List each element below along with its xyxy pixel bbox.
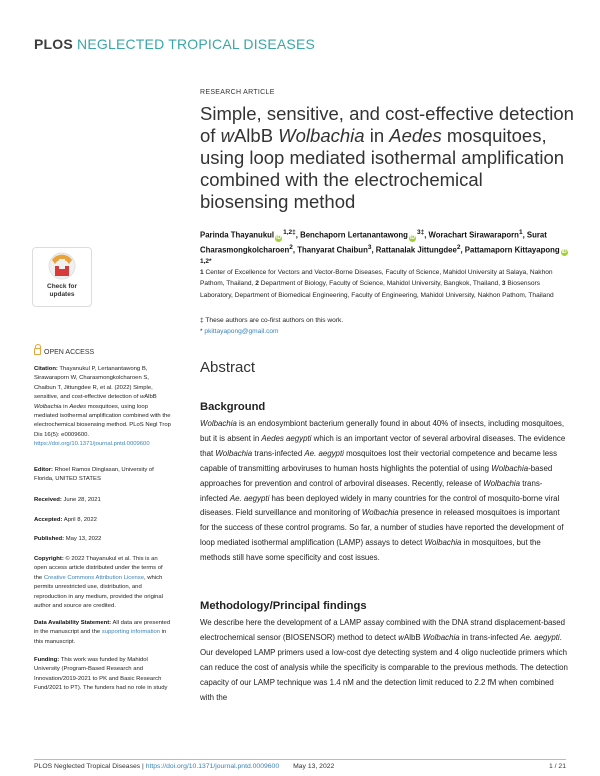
cofirst-note: ‡ These authors are co-first authors on this work. [200,317,344,324]
footer-date: May 13, 2022 [293,763,335,770]
citation-block: Citation: Thayanukul P, Lertanantawong B, Sirawaraporn W, Charasmongkolcharoen S, Chaibun T, Jittungdee R, et al. (2022) Simple, sensitive, and cost-effective detection of wAlbB Wolbachia in Aedes mosquitoes, using loop mediated isothermal amplification combined with the electrochemical biosensing method. PLoS Negl Trop Dis 16(5): e0009600. https://doi.org/10.1371/journal.pntd.0009600 [34,366,171,448]
orcid-icon[interactable]: iD [409,234,415,241]
citation-doi-link[interactable]: https://doi.org/10.1371/journal.pntd.0009600 [34,441,150,448]
journal-name: NEGLECTED TROPICAL DISEASES [77,36,316,52]
article-title: Simple, sensitive, and cost-effective detection of wAlbB Wolbachia in Aedes mosquitoes, using loop mediated isothermal amplification combined with the electrochemical biosensing method [200,103,574,212]
orcid-icon[interactable]: iD [561,249,567,256]
journal-header [34,36,315,52]
cc-license-link[interactable]: Creative Commons Attribution License [43,574,145,581]
editor-block: Editor: Rhoel Ramos Dinglasan, University of Florida, UNITED STATES [34,467,154,483]
abstract-heading: Abstract [200,359,256,376]
article-type: RESEARCH ARTICLE [200,89,275,96]
footer-doi-link[interactable]: https://doi.org/10.1371/journal.pntd.0009600 [145,763,280,770]
page-number: 1 / 21 [548,763,566,770]
check-for-updates-icon [33,250,91,284]
background-paragraph: Wolbachia is an endosymbiont bacterium generally found in about 40% of insects, including mosquitoes, but it is absent in Aedes aegypti which is an important vector of several arboviral diseases. The evidence that Wolbachia trans-infected Ae. aegypti mosquitoes lost their vectorial competence and became less capable of transmitting arboviruses to human hosts highlights the potential of using Wolbachia-based approaches for prevention and control of arboviral diseases. Recently, release of Wolbachia trans-infected Ae. aegypti has been deployed widely in many countries for the control of mosquito-borne viral diseases. Field surveillance and monitoring of Wolbachia presence in released mosquitoes is important for the success of these control programs. So far, a number of studies have reported the development of loop mediated isothermal amplification (LAMP) assays to detect Wolbachia in mosquitoes, but the methods still have some specificity and cost issues. [200,419,566,563]
published-date: Published: May 13, 2022 [34,536,102,542]
orcid-icon[interactable]: iD [276,234,282,241]
footer-divider [34,759,566,760]
check-for-updates-label: Check for updates [47,283,77,298]
author-list: Parinda Thayanukul iD $^{1,2\ddagger}$, Benchaporn Lertanantawong iD $^{3\ddagger}$, Worachart Sirawaraporn$^1$, Surat Charasmongkolcharoen$^2$, Thanyarat Chaibun$^3$, Rattanalak Jittungdee$^2$, Pattamaporn Kittayapong iD $^{1,2*}$ [200,229,567,266]
copyright-block: Copyright: © 2022 Thayanukul et al. This is an open access article distributed under the terms of the Creative Commons Attribution License, which permits unrestricted use, distribution, and reproduction in any medium, provided the original author and source are credited. [34,556,164,610]
corresponding-email-link[interactable]: pkittayapong@gmail.com [204,327,279,335]
received-date: Received: June 28, 2021 [34,497,101,503]
funding-block: Funding: This work was funded by Mahidol University (Program-Based Research and Innovation/2019-2021 to PK and Basic Research Fund/2021 to PT). The funders had no role in study [34,657,168,692]
data-availability-block: Data Availability Statement: All data are presented in the manuscript and the supporting information in this manuscript. [34,620,171,645]
methodology-paragraph: We describe here the development of a LAMP assay combined with the DNA strand displacement-based electrochemical sensor (BIOSENSOR) method to detect wAlbB Wolbachia in trans-infected Ae. aegypti. Our developed LAMP primers used a low-cost dye detecting system and 4 oligo nucleotide primers which can reduce the cost of analysis while the specificity is comparable to the previous methods. The detection capacity of our LAMP technique was 1.4 nM and the detection limit reduced to 2.2 fM when combined with the [200,618,568,702]
journal-brand: PLOS [34,36,73,52]
lock-icon [34,348,41,355]
check-for-updates-badge[interactable] [32,247,92,307]
author-notes [200,316,570,337]
methodology-heading: Methodology/Principal findings [200,600,367,612]
page-footer: PLOS Neglected Tropical Diseases | https://doi.org/10.1371/journal.pntd.0009600 May 13, 2022 [34,763,335,770]
background-heading: Background [200,401,266,413]
accepted-date: Accepted: April 8, 2022 [34,517,97,523]
open-access-label: OPEN ACCESS [34,348,94,356]
supporting-info-link[interactable]: supporting information [101,629,161,636]
corresponding-author: * pkittayapong@gmail.com [200,327,279,335]
affiliations: 1 Center of Excellence for Vectors and Vector-Borne Diseases, Faculty of Science, Mahidol University at Salaya, Nakhon Pathom, Thailand, 2 Department of Biology, Faculty of Science, Mahidol University, Bangkok, Thailand, 3 Biosensors Laboratory, Department of Biomedical Engineering, Faculty of Engineering, Mahidol University, Nakhon Pathom, Thailand [200,269,554,299]
